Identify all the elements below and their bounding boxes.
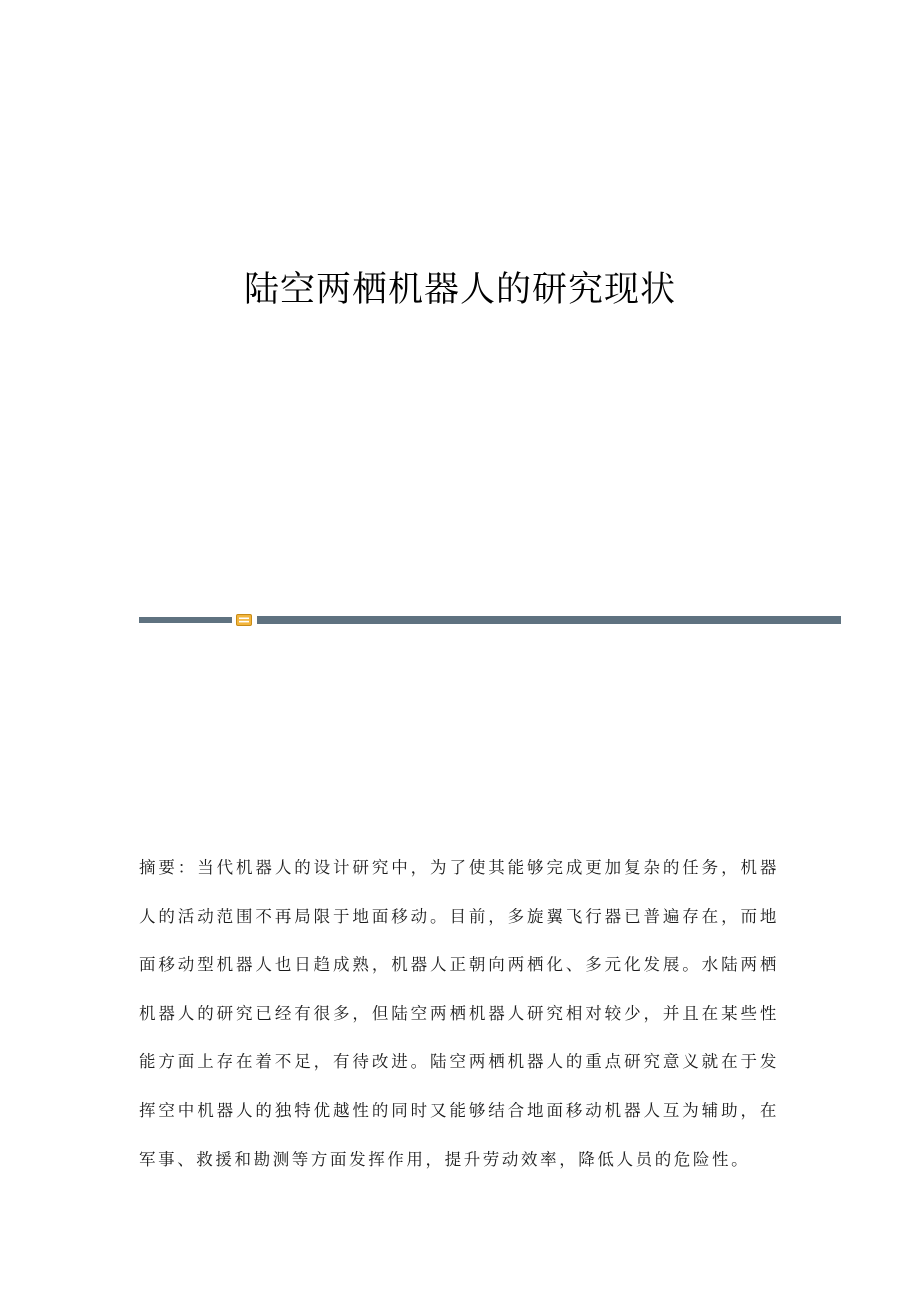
section-divider	[139, 612, 841, 628]
divider-bar-left	[139, 617, 232, 623]
document-title: 陆空两栖机器人的研究现状	[243, 270, 676, 310]
divider-bar-right	[257, 616, 841, 624]
folder-icon	[236, 614, 252, 626]
abstract-paragraph: 摘要：当代机器人的设计研究中，为了使其能够完成更加复杂的任务，机器人的活动范围不再局限于地面移动。目前，多旋翼飞行器已普遍存在，而地面移动型机器人也日趋成熟，机器人正朝向两栖化、多元化发展。水陆两栖机器人的研究已经有很多，但陆空两栖机器人研究相对较少，并且在某些性能方面上存在着不足，有待改进。陆空两栖机器人的重点研究意义就在于发挥空中机器人的独特优越性的同时又能够结合地面移动机器人互为辅助，在军事、救援和勘测等方面发挥作用，提升劳动效率，降低人员的危险性。	[139, 858, 779, 1169]
